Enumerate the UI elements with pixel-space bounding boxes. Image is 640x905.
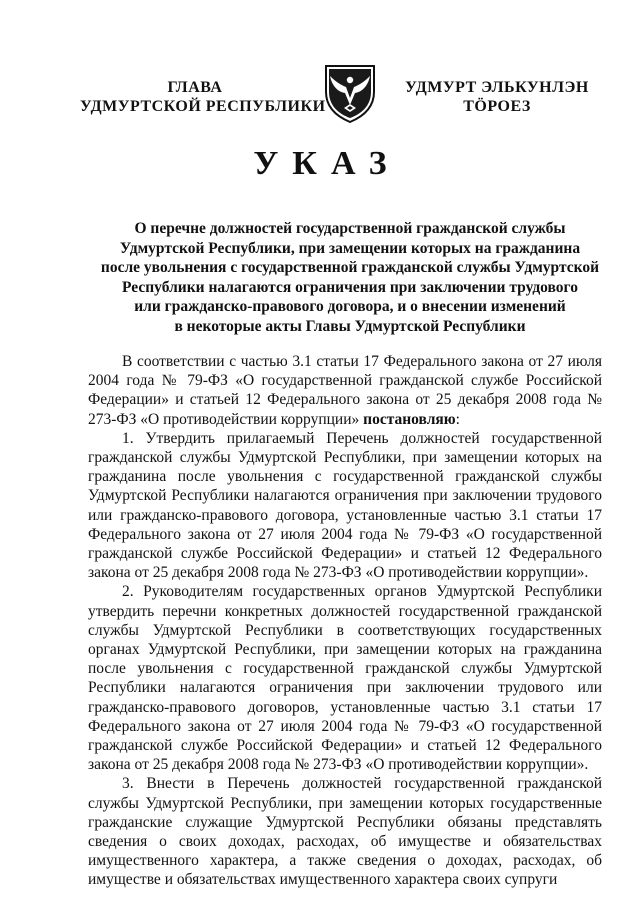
preamble-text: В соответствии с частью 3.1 статьи 17 Федерального закона от 27 июля 2004 года № 79-ФЗ «О государственной гражданской службе Российской Федерации» и статьей 12 Федерального закона от 25 декабря 2008 года № 273-ФЗ «О противодействии коррупции»	[88, 353, 602, 428]
issuer-udmurt-line-1: УДМУРТ ЭЛЬКУНЛЭН	[405, 79, 589, 96]
subject-line: О перечне должностей государственной гражданской службы	[134, 220, 566, 237]
preamble-colon: :	[455, 410, 460, 428]
subject-line: после увольнения с государственной гражданской службы Удмуртской	[100, 259, 600, 276]
udmurtia-coat-of-arms-icon	[322, 62, 378, 124]
item-1-paragraph: 1. Утвердить прилагаемый Перечень должностей государственной гражданской службы Удмуртской Республики, при замещении которых на гражданина после увольнения с государственной гражданской службы Удмуртской Республики налагаются ограничения при заключении трудового или гражданско-правового договора, установленные частью 3.1 статьи 17 Федерального закона от 27 июля 2004 года № 79-ФЗ «О государственной гражданской службе Российской Федерации» и статьей 12 Федерального закона от 25 декабря 2008 года № 273-ФЗ «О противодействии коррупции».	[88, 429, 602, 582]
subject-line: в некоторые акты Главы Удмуртской Республики	[174, 317, 526, 335]
issuer-header-russian	[80, 78, 326, 116]
subject-line: или гражданско-правового договора, и о внесении изменений	[134, 298, 566, 315]
preamble-paragraph	[88, 352, 602, 429]
decree-verb: постановляю	[363, 410, 456, 428]
issuer-line-2: УДМУРТСКОЙ РЕСПУБЛИКИ	[80, 98, 326, 115]
document-title: УКАЗ	[253, 145, 401, 182]
decree-subject	[100, 219, 600, 336]
decree-body	[88, 352, 602, 890]
subject-line: Республики налагаются ограничения при заключении трудового	[122, 278, 578, 296]
item-3-paragraph: 3. Внести в Перечень должностей государственной гражданской службы Удмуртской Республики, при замещении которых государственные гражданские служащие Удмуртской Республики обязаны представлять сведения о своих доходах, расходах, об имуществе и обязательствах имущественного характера, а также сведения о доходах, расходах, об имуществе и обязательствах имущественного характера своих супруги	[88, 775, 602, 889]
issuer-line-1: ГЛАВА	[167, 79, 223, 96]
issuer-udmurt-line-2: ТӦРОЕЗ	[463, 98, 531, 115]
item-2-paragraph: 2. Руководителям государственных органов Удмуртской Республики утвердить перечни конкретных должностей государственной гражданской службы Удмуртской Республики в соответствующих государственных органах Удмуртской Республики, при замещении которых на гражданина после увольнения с государственной гражданской службы Удмуртской Республики налагаются ограничения при заключении трудового или гражданско-правового договоров, установленные частью 3.1 статьи 17 Федерального закона от 27 июля 2004 года № 79-ФЗ «О государственной гражданской службе Российской Федерации» и статьей 12 Федерального закона от 25 декабря 2008 года № 273-ФЗ «О противодействии коррупции».	[88, 583, 602, 774]
subject-line: Удмуртской Республики, при замещении которых на гражданина	[119, 239, 581, 257]
issuer-header-udmurt	[392, 78, 602, 116]
